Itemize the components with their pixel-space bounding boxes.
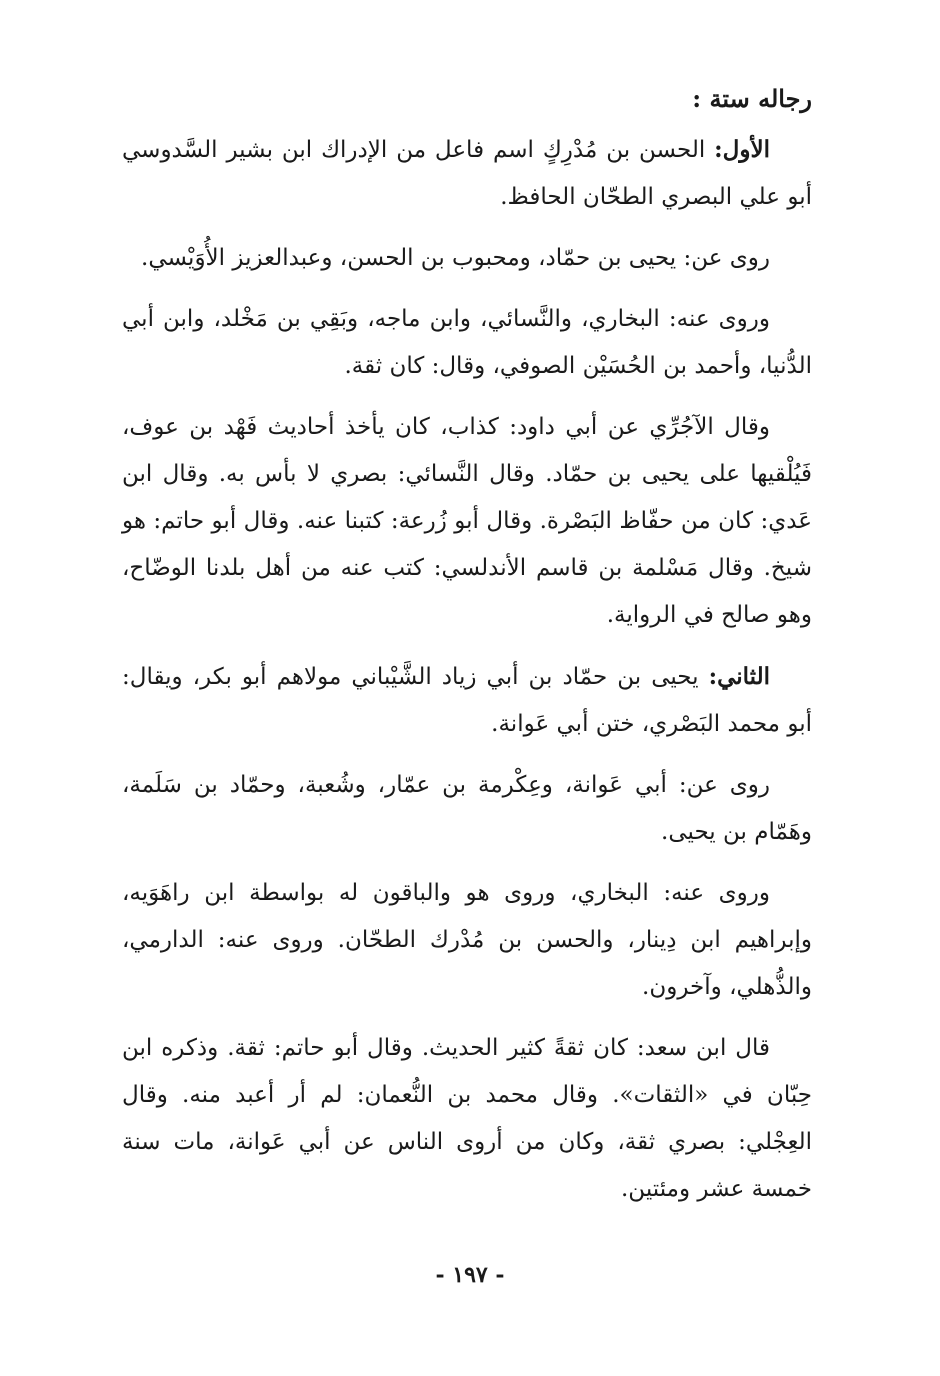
paragraph-text: روى عن: يحيى بن حمّاد، ومحبوب بن الحسن، وعبدالعزيز الأُوَيْسي. — [141, 245, 770, 271]
paragraph-evaluations-2 — [122, 1025, 812, 1213]
paragraph-narrated-from-2 — [122, 762, 812, 856]
paragraph-text: وروى عنه: البخاري، وروى هو والباقون له بواسطة ابن راهَوَيه، وإبراهيم ابن دِينار، والحسن بن مُدْرك الطحّان. وروى عنه: الدارمي، والذُّهلي، وآخرون. — [122, 880, 812, 1000]
paragraph-second-narrator — [122, 653, 812, 748]
paragraph-text: يحيى بن حمّاد بن أبي زياد الشَّيْباني مولاهم أبو بكر، ويقال: أبو محمد البَصْري، ختن أبي عَوانة. — [122, 664, 812, 737]
paragraph-narrated-by-2 — [122, 870, 812, 1011]
paragraph-lead: الأول: — [714, 136, 770, 163]
paragraph-text: روى عن: أبي عَوانة، وعِكْرمة بن عمّار، وشُعبة، وحمّاد بن سَلَمة، وهَمّام بن يحيى. — [122, 772, 812, 845]
paragraph-lead: الثاني: — [708, 663, 770, 690]
paragraph-text: قال ابن سعد: كان ثقةً كثير الحديث. وقال أبو حاتم: ثقة. وذكره ابن حِبّان في «الثقات». وقال محمد بن النُّعمان: لم أر أعبد منه. وقال العِجْلي: بصري ثقة، وكان من أروى الناس عن أبي عَوانة، مات سنة خمسة عشر ومئتين. — [122, 1035, 812, 1202]
paragraph-text: الحسن بن مُدْرِكٍ اسم فاعل من الإدراك ابن بشير السَّدوسي أبو علي البصري الطحّان الحافظ. — [122, 137, 812, 210]
section-heading: رجاله ستة : — [692, 84, 812, 113]
paragraph-first-narrator — [122, 126, 812, 221]
page-number: - ١٩٧ - — [435, 1262, 505, 1288]
paragraph-narrated-by — [122, 296, 812, 390]
paragraph-text: وروى عنه: البخاري، والنَّسائي، وابن ماجه، وبَقِي بن مَخْلد، وابن أبي الدُّنيا، وأحمد بن الحُسَيْن الصوفي، وقال: كان ثقة. — [122, 306, 812, 379]
page-body — [122, 78, 812, 1227]
paragraph-narrated-from — [122, 235, 812, 282]
paragraph-text: وقال الآجُرِّي عن أبي داود: كذاب، كان يأخذ أحاديث فَهْد بن عوف، فَيُلْقيها على يحيى بن حمّاد. وقال النَّسائي: بصري لا بأس به. وقال ابن عَدي: كان من حفّاظ البَصْرة. وقال أبو زُرعة: كتبنا عنه. وقال أبو حاتم: هو شيخ. وقال مَسْلمة بن قاسم الأندلسي: كتب عنه من أهل بلدنا الوضّاح، وهو صالح في الرواية. — [122, 414, 812, 628]
paragraph-evaluations — [122, 404, 812, 639]
